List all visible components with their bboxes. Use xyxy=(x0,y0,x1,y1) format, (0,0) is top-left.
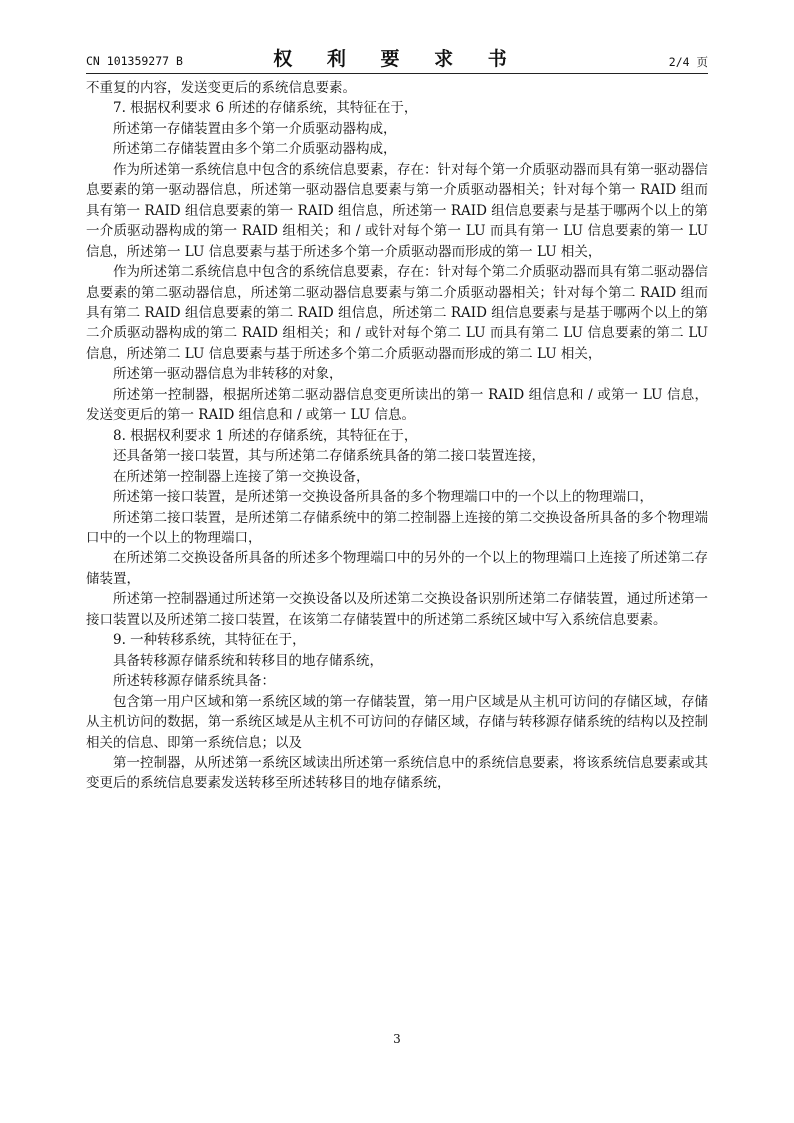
page-number: 3 xyxy=(393,1032,401,1046)
header-rule xyxy=(86,73,708,74)
patent-number: CN 101359277 B xyxy=(86,54,183,68)
paragraph: 8. 根据权利要求 1 所述的存储系统，其特征在于， xyxy=(113,427,418,444)
paragraph: 在所述第二交换设备所具备的所述多个物理端口中的另外的一个以上的物理端口上连接了所述第二存储装置， xyxy=(86,550,708,587)
paragraph: 所述第二存储装置由多个第二介质驱动器构成， xyxy=(113,141,397,158)
paragraph: 在所述第一控制器上连接了第一交换设备， xyxy=(113,468,370,485)
paragraph: 所述第二接口装置，是所述第二存储系统中的第二控制器上连接的第二交换设备所具备的多个物理端口中的一个以上的物理端口， xyxy=(86,509,708,546)
paragraph: 包含第一用户区域和第一系统区域的第一存储装置，第一用户区域是从主机可访问的存储区域，存储从主机访问的数据，第一系统区域是从主机不可访问的存储区域，存储与转移源存储系统的结构以及控制相关的信息、即第一系统信息；以及 xyxy=(86,693,708,751)
paragraph: 作为所述第二系统信息中包含的系统信息要素，存在：针对每个第二介质驱动器而具有第二驱动器信息要素的第二驱动器信息，所述第二驱动器信息要素与第二介质驱动器相关；针对每个第二 RAID 组而具有第二 RAID 组信息要素的第二 RAID 组信息，所述第二 RAID 组信息要素与是基于哪两个以上的第二介质驱动器构成的第二 RAID 组相关；和 / 或针对每个第二 LU 而具有第二 LU 信息要素的第二 LU 信息，所述第二 LU 信息要素与基于所述多个第二介质驱动器而形成的第二 LU 相关， xyxy=(86,264,708,362)
paragraph: 所述第一驱动器信息为非转移的对象， xyxy=(113,366,343,383)
paragraph: 不重复的内容，发送变更后的系统信息要素。 xyxy=(86,80,356,96)
paragraph: 具备转移源存储系统和转移目的地存储系统， xyxy=(113,652,383,669)
paragraph: 所述转移源存储系统具备： xyxy=(113,673,275,690)
paragraph: 所述第一存储装置由多个第一介质驱动器构成， xyxy=(113,120,397,137)
paragraph: 所述第一控制器通过所述第一交换设备以及所述第二交换设备识别所述第二存储装置，通过所述第一接口装置以及所述第二接口装置，在该第二存储装置中的所述第二系统区域中写入系统信息要素。 xyxy=(86,591,708,628)
paragraph: 第一控制器，从所述第一系统区域读出所述第一系统信息中的系统信息要素，将该系统信息要素或其变更后的系统信息要素发送转移至所述转移目的地存储系统， xyxy=(86,754,708,792)
paragraph: 所述第一控制器，根据所述第二驱动器信息变更所读出的第一 RAID 组信息和 / 或第一 LU 信息，发送变更后的第一 RAID 组信息和 / 或第一 LU 信息。 xyxy=(86,386,708,424)
paragraph: 所述第一接口装置，是所述第一交换设备所具备的多个物理端口中的一个以上的物理端口， xyxy=(113,489,653,506)
page-info: 2/4 页 xyxy=(668,55,708,69)
page-header xyxy=(86,44,708,72)
claims-body xyxy=(86,78,708,794)
paragraph: 作为所述第一系统信息中包含的系统信息要素，存在：针对每个第一介质驱动器而具有第一驱动器信息要素的第一驱动器信息，所述第一驱动器信息要素与第一介质驱动器相关；针对每个第一 RAID 组而具有第一 RAID 组信息要素的第一 RAID 组信息，所述第一 RAID 组信息要素与是基于哪两个以上的第一介质驱动器构成的第一 RAID 组相关；和 / 或针对每个第一 LU 而具有第一 LU 信息要素的第一 LU 信息，所述第一 LU 信息要素与基于所述多个第一介质驱动器而形成的第一 LU 相关， xyxy=(86,161,708,260)
document-title: 权 利 要 求 书 xyxy=(273,48,521,70)
paragraph: 7. 根据权利要求 6 所述的存储系统，其特征在于， xyxy=(113,100,418,117)
paragraph: 9. 一种转移系统，其特征在于， xyxy=(113,632,306,649)
paragraph: 还具备第一接口装置，其与所述第二存储系统具备的第二接口装置连接， xyxy=(113,448,545,465)
